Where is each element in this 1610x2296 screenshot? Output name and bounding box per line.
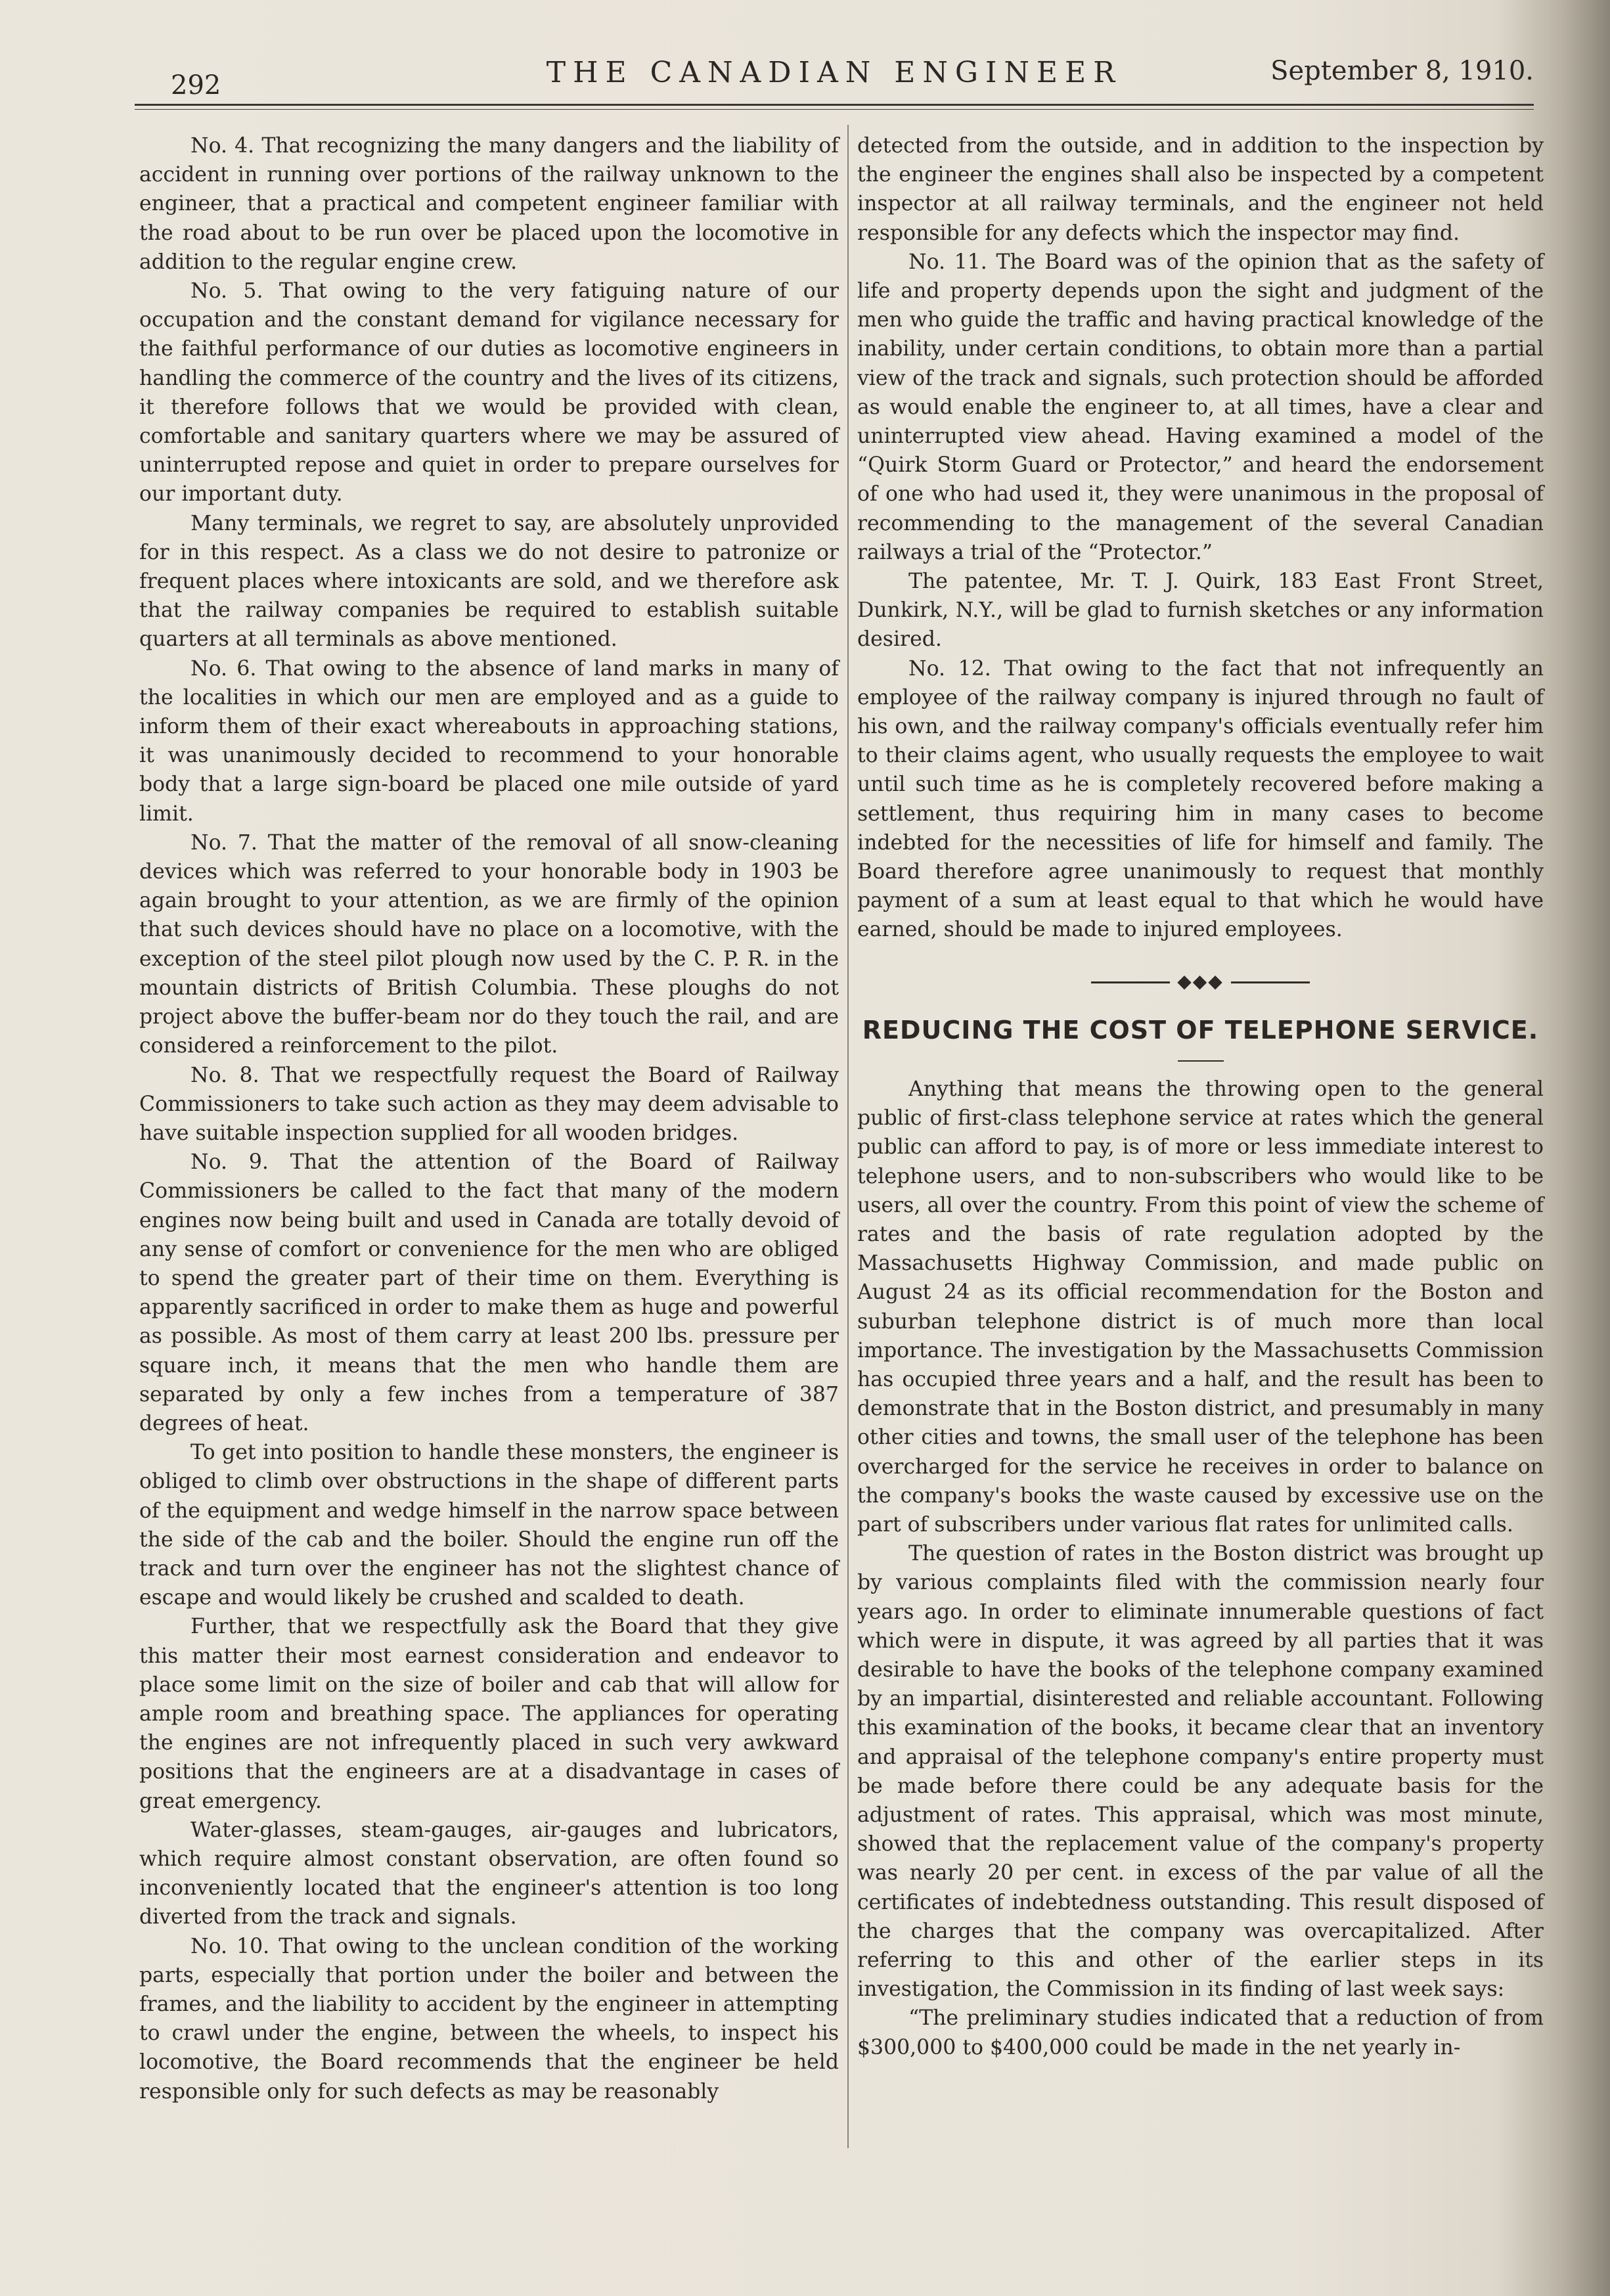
left-column	[139, 131, 839, 2106]
paragraph: No. 8. That we respectfully request the Board of Railway Commissioners to take such action as they may deem advisable to have suitable inspection supplied for all wooden bridges.	[139, 1063, 839, 1145]
paragraph: No. 4. That recognizing the many dangers and the liability of accident in running over portions of the railway unknown to the engineer, that a practical and competent engineer familiar with the road about to be run over be placed upon the locomotive in addition to the regular engine crew.	[139, 134, 839, 274]
paragraph: No. 9. That the attention of the Board of Railway Commissioners be called to the fact that many of the modern engines now being built and used in Canada are totally devoid of any sense of comfort or convenience for the men who are obliged to spend the greater part of their time on them. Everything is apparently sacrificed in order to make them as huge and powerful as possible. As most of them carry at least 200 lbs. pressure per square inch, it means that the men who handle them are separated by only a few inches from a temperature of 387 degrees of heat.	[139, 1150, 839, 1435]
paragraph: Further, that we respectfully ask the Board that they give this matter their most earnest consideration and endeavor to place some limit on the size of boiler and cab that will allow for ample room and breathing space. The appliances for operating the engines are not infrequently placed in such very awkward positions that the engineers are at a disadvantage in cases of great emergency.	[139, 1615, 839, 1813]
paragraph: No. 7. That the matter of the removal of all snow-cleaning devices which was referred to your honorable body in 1903 be again brought to your attention, as we are firmly of the opinion that such devices should have no place on a locomotive, with the exception of the steel pilot plough now used by the C. P. R. in the mountain districts of British Columbia. These ploughs do not project above the buffer-beam nor do they touch the rail, and are considered a reinforcement to the pilot.	[139, 830, 839, 1058]
header-rule-thin	[135, 109, 1534, 110]
paragraph: The question of rates in the Boston district was brought up by various complaints filed with the commission nearly four years ago. In order to eliminate innumerable questions of fact which were in dispute, it was agreed by all parties that it was desirable to have the books of the telephone company examined by an impartial, disinterested and reliable accountant. Following this examination of the books, it became clear that an inventory and appraisal of the telephone company's entire property must be made before there could be any adequate basis for the adjustment of rates. This appraisal, which was most minute, showed that the replacement value of the company's property was nearly 20 per cent. in excess of the par value of all the certificates of indebtedness outstanding. This result disposed of the charges that the company was overcapitalized. After referring to this and other of the earlier steps in its investigation, the Commission in its finding of last week says:	[857, 1542, 1544, 2002]
headline-rule	[1178, 1060, 1224, 1062]
issue-date: September 8, 1910.	[1270, 56, 1534, 86]
page-number: 292	[171, 70, 221, 101]
paragraph: detected from the outside, and in addition to the inspection by the engineer the engines shall also be inspected by a competent inspector at all railway terminals, and the engineer not held responsible for any defects which the inspector may find.	[857, 134, 1544, 245]
article-headline: REDUCING THE COST OF TELEPHONE SERVICE.	[862, 1015, 1539, 1045]
header-rule	[135, 104, 1534, 106]
paragraph: Many terminals, we regret to say, are absolutely unprovided for in this respect. As a class we do not desire to patronize or frequent places where intoxicants are sold, and we therefore ask that the railway companies be required to establish suitable quarters at all terminals as above mentioned.	[139, 511, 839, 652]
paragraph: The patentee, Mr. T. J. Quirk, 183 East Front Street, Dunkirk, N.Y., will be glad to furnish sketches or any information desired.	[857, 570, 1544, 652]
right-column	[857, 131, 1544, 2062]
section-ornament: ◆◆◆	[857, 967, 1544, 996]
paragraph: “The preliminary studies indicated that a reduction of from $300,000 to $400,000 could be made in the net yearly in-	[857, 2006, 1544, 2060]
paragraph: To get into position to handle these monsters, the engineer is obliged to climb over obstructions in the shape of different parts of the equipment and wedge himself in the narrow space between the side of the cab and the boiler. Should the engine run off the track and turn over the engineer has not the slightest chance of escape and would likely be crushed and scalded to death.	[139, 1441, 839, 1610]
journal-title: THE CANADIAN ENGINEER	[546, 56, 1123, 89]
paragraph: Anything that means the throwing open to the general public of first-class telephone service at rates which the general public can afford to pay, is of more or less immediate interest to telephone users, and to non-subscribers who would like to be users, all over the country. From this point of view the scheme of rates and the basis of rate regulation adopted by the Massachusetts Highway Commission, and made public on August 24 as its official recommendation for the Boston and suburban telephone district is of much more than local importance. The investigation by the Massachusetts Commission has occupied three years and a half, and the result has been to demonstrate that in the Boston district, and presumably in many other cities and towns, the small user of the telephone has been overcharged for the service he receives in order to balance on the company's books the waste caused by excessive use on the part of subscribers under various flat rates for unlimited calls.	[857, 1077, 1544, 1537]
paragraph: Water-glasses, steam-gauges, air-gauges and lubricators, which require almost constant observation, are often found so inconveniently located that the engineer's attention is too long diverted from the track and signals.	[139, 1818, 839, 1929]
paragraph: No. 11. The Board was of the opinion that as the safety of life and property depends upon the sight and judgment of the men who guide the traffic and having practical knowledge of the inability, under certain conditions, to obtain more than a partial view of the track and signals, such protection should be afforded as would enable the engineer to, at all times, have a clear and uninterrupted view ahead. Having examined a model of the “Quirk Storm Guard or Protector,” and heard the endorsement of one who had used it, they were unanimous in the proposal of recommending to the management of the several Canadian railways a trial of the “Protector.”	[857, 250, 1544, 564]
paragraph: No. 5. That owing to the very fatiguing nature of our occupation and the constant demand for vigilance necessary for the faithful performance of our duties as locomotive engineers in handling the commerce of the country and the lives of its citizens, it therefore follows that we would be provided with clean, comfortable and sanitary quarters where we may be assured of uninterrupted repose and quiet in order to prepare ourselves for our important duty.	[139, 279, 839, 506]
paragraph: No. 6. That owing to the absence of land marks in many of the localities in which our men are employed and as a guide to inform them of their exact whereabouts in approaching stations, it was unanimously decided to recommend to your honorable body that a large sign-board be placed one mile outside of yard limit.	[139, 656, 839, 826]
paragraph: No. 10. That owing to the unclean condition of the working parts, especially that portion under the boiler and between the frames, and the liability to accident by the engineer in attempting to crawl under the engine, between the wheels, to inspect his locomotive, the Board recommends that the engineer be held responsible only for such defects as may be reasonably	[139, 1934, 839, 2104]
column-divider	[847, 125, 849, 2148]
page-header	[135, 56, 1534, 108]
paragraph: No. 12. That owing to the fact that not infrequently an employee of the railway company is injured through no fault of his own, and the railway company's officials eventually refer him to their claims agent, who usually requests the employee to wait until such time as he is completely recovered before making a settlement, thus requiring him in many cases to become indebted for the necessities of life for himself and family. The Board therefore agree unanimously to request that monthly payment of a sum at least equal to that which he would have earned, should be made to injured employees.	[857, 656, 1544, 942]
